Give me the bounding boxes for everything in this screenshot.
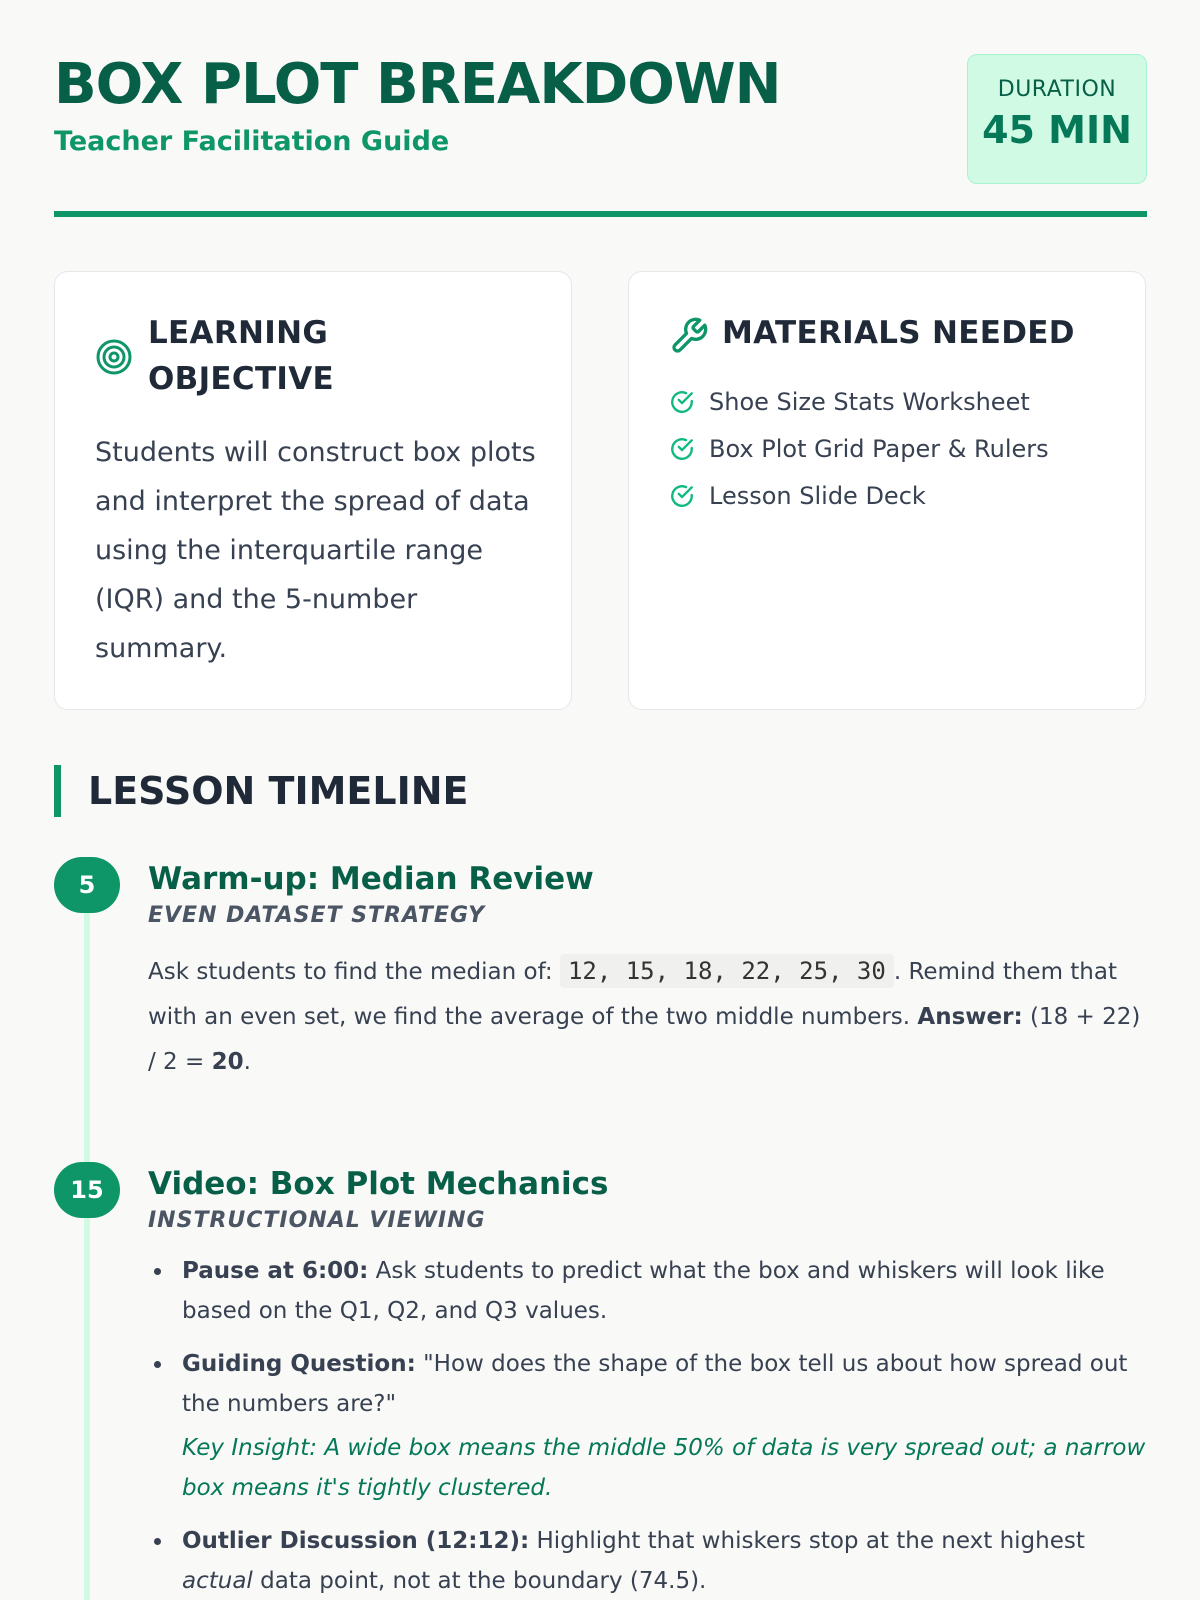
step-title: Warm-up: Median Review xyxy=(148,861,594,897)
step-text: . Remind them that with an even set, we find the average of the two middle numbers. xyxy=(148,959,1117,1030)
step-title: Video: Box Plot Mechanics xyxy=(148,1166,609,1202)
page-title: BOX PLOT BREAKDOWN xyxy=(54,52,781,117)
materials-card xyxy=(628,271,1146,710)
learning-objective-title xyxy=(148,310,334,402)
timeline-heading: LESSON TIMELINE xyxy=(54,765,468,817)
bullet-label: Outlier Discussion (12:12): xyxy=(182,1528,530,1554)
info-cards xyxy=(54,271,1147,710)
list-item xyxy=(148,1521,1148,1600)
material-label: Lesson Slide Deck xyxy=(709,481,926,510)
check-circle-icon xyxy=(669,389,695,415)
bullet-text: data point, not at the boundary (74.5). xyxy=(252,1568,707,1594)
materials-list xyxy=(669,378,1049,519)
step-minutes-badge: 5 xyxy=(54,857,120,913)
duration-value: 45 MIN xyxy=(982,108,1132,152)
list-item xyxy=(669,472,1049,519)
timeline-step-warmup xyxy=(54,857,1147,1122)
bullet-label: Guiding Question: xyxy=(182,1351,416,1377)
header xyxy=(54,0,1147,217)
material-label: Shoe Size Stats Worksheet xyxy=(709,387,1030,416)
target-icon xyxy=(95,338,133,380)
step-subtitle: EVEN DATASET STRATEGY xyxy=(148,903,486,928)
list-item xyxy=(669,425,1049,472)
list-item xyxy=(669,378,1049,425)
bullet-text: "How does the shape of the box tell us about how spread out the numbers are?" xyxy=(182,1351,1128,1417)
duration-badge xyxy=(967,54,1147,184)
bullet-label: Pause at 6:00: xyxy=(182,1258,369,1284)
timeline-connector xyxy=(84,1218,90,1600)
step-text: Ask students to find the median of: xyxy=(148,959,560,985)
wrench-icon xyxy=(669,316,709,360)
learning-objective-card xyxy=(54,271,572,710)
check-circle-icon xyxy=(669,436,695,462)
check-circle-icon xyxy=(669,483,695,509)
objective-title-line2: OBJECTIVE xyxy=(148,361,334,397)
page xyxy=(54,0,1147,1594)
step-body xyxy=(148,949,1148,1085)
timeline-step-video xyxy=(54,1162,1147,1600)
answer-expression: (18 + 22) / 2 = xyxy=(148,1004,1141,1075)
step-minutes-badge: 15 xyxy=(54,1162,120,1218)
bullet-text: Highlight that whiskers stop at the next highest xyxy=(529,1528,1085,1554)
duration-label: DURATION xyxy=(997,77,1117,102)
step-subtitle: INSTRUCTIONAL VIEWING xyxy=(148,1208,486,1233)
emphasis-text: actual xyxy=(182,1568,253,1594)
objective-text: Students will construct box plots and interpret the spread of data using the interquartile range (IQR) and the 5-number summary. xyxy=(95,437,536,664)
answer-label: Answer: xyxy=(917,1004,1023,1030)
page-subtitle: Teacher Facilitation Guide xyxy=(54,126,450,157)
dataset-code: 12, 15, 18, 22, 25, 30 xyxy=(560,954,894,988)
list-item xyxy=(148,1344,1148,1508)
key-insight: Key Insight: A wide box means the middle 50% of data is very spread out; a narrow box means it's tightly clustered. xyxy=(182,1435,1146,1501)
objective-title-line1: LEARNING xyxy=(148,315,329,351)
timeline-connector xyxy=(84,913,90,1178)
bullet-text: Ask students to predict what the box and whiskers will look like based on the Q1, Q2, and Q3 values. xyxy=(182,1258,1105,1324)
material-label: Box Plot Grid Paper & Rulers xyxy=(709,434,1049,463)
video-bullets xyxy=(148,1251,1148,1600)
step-text: . xyxy=(243,1049,251,1075)
answer-value: 20 xyxy=(211,1049,244,1075)
materials-title: MATERIALS NEEDED xyxy=(722,315,1075,351)
list-item xyxy=(148,1251,1148,1331)
